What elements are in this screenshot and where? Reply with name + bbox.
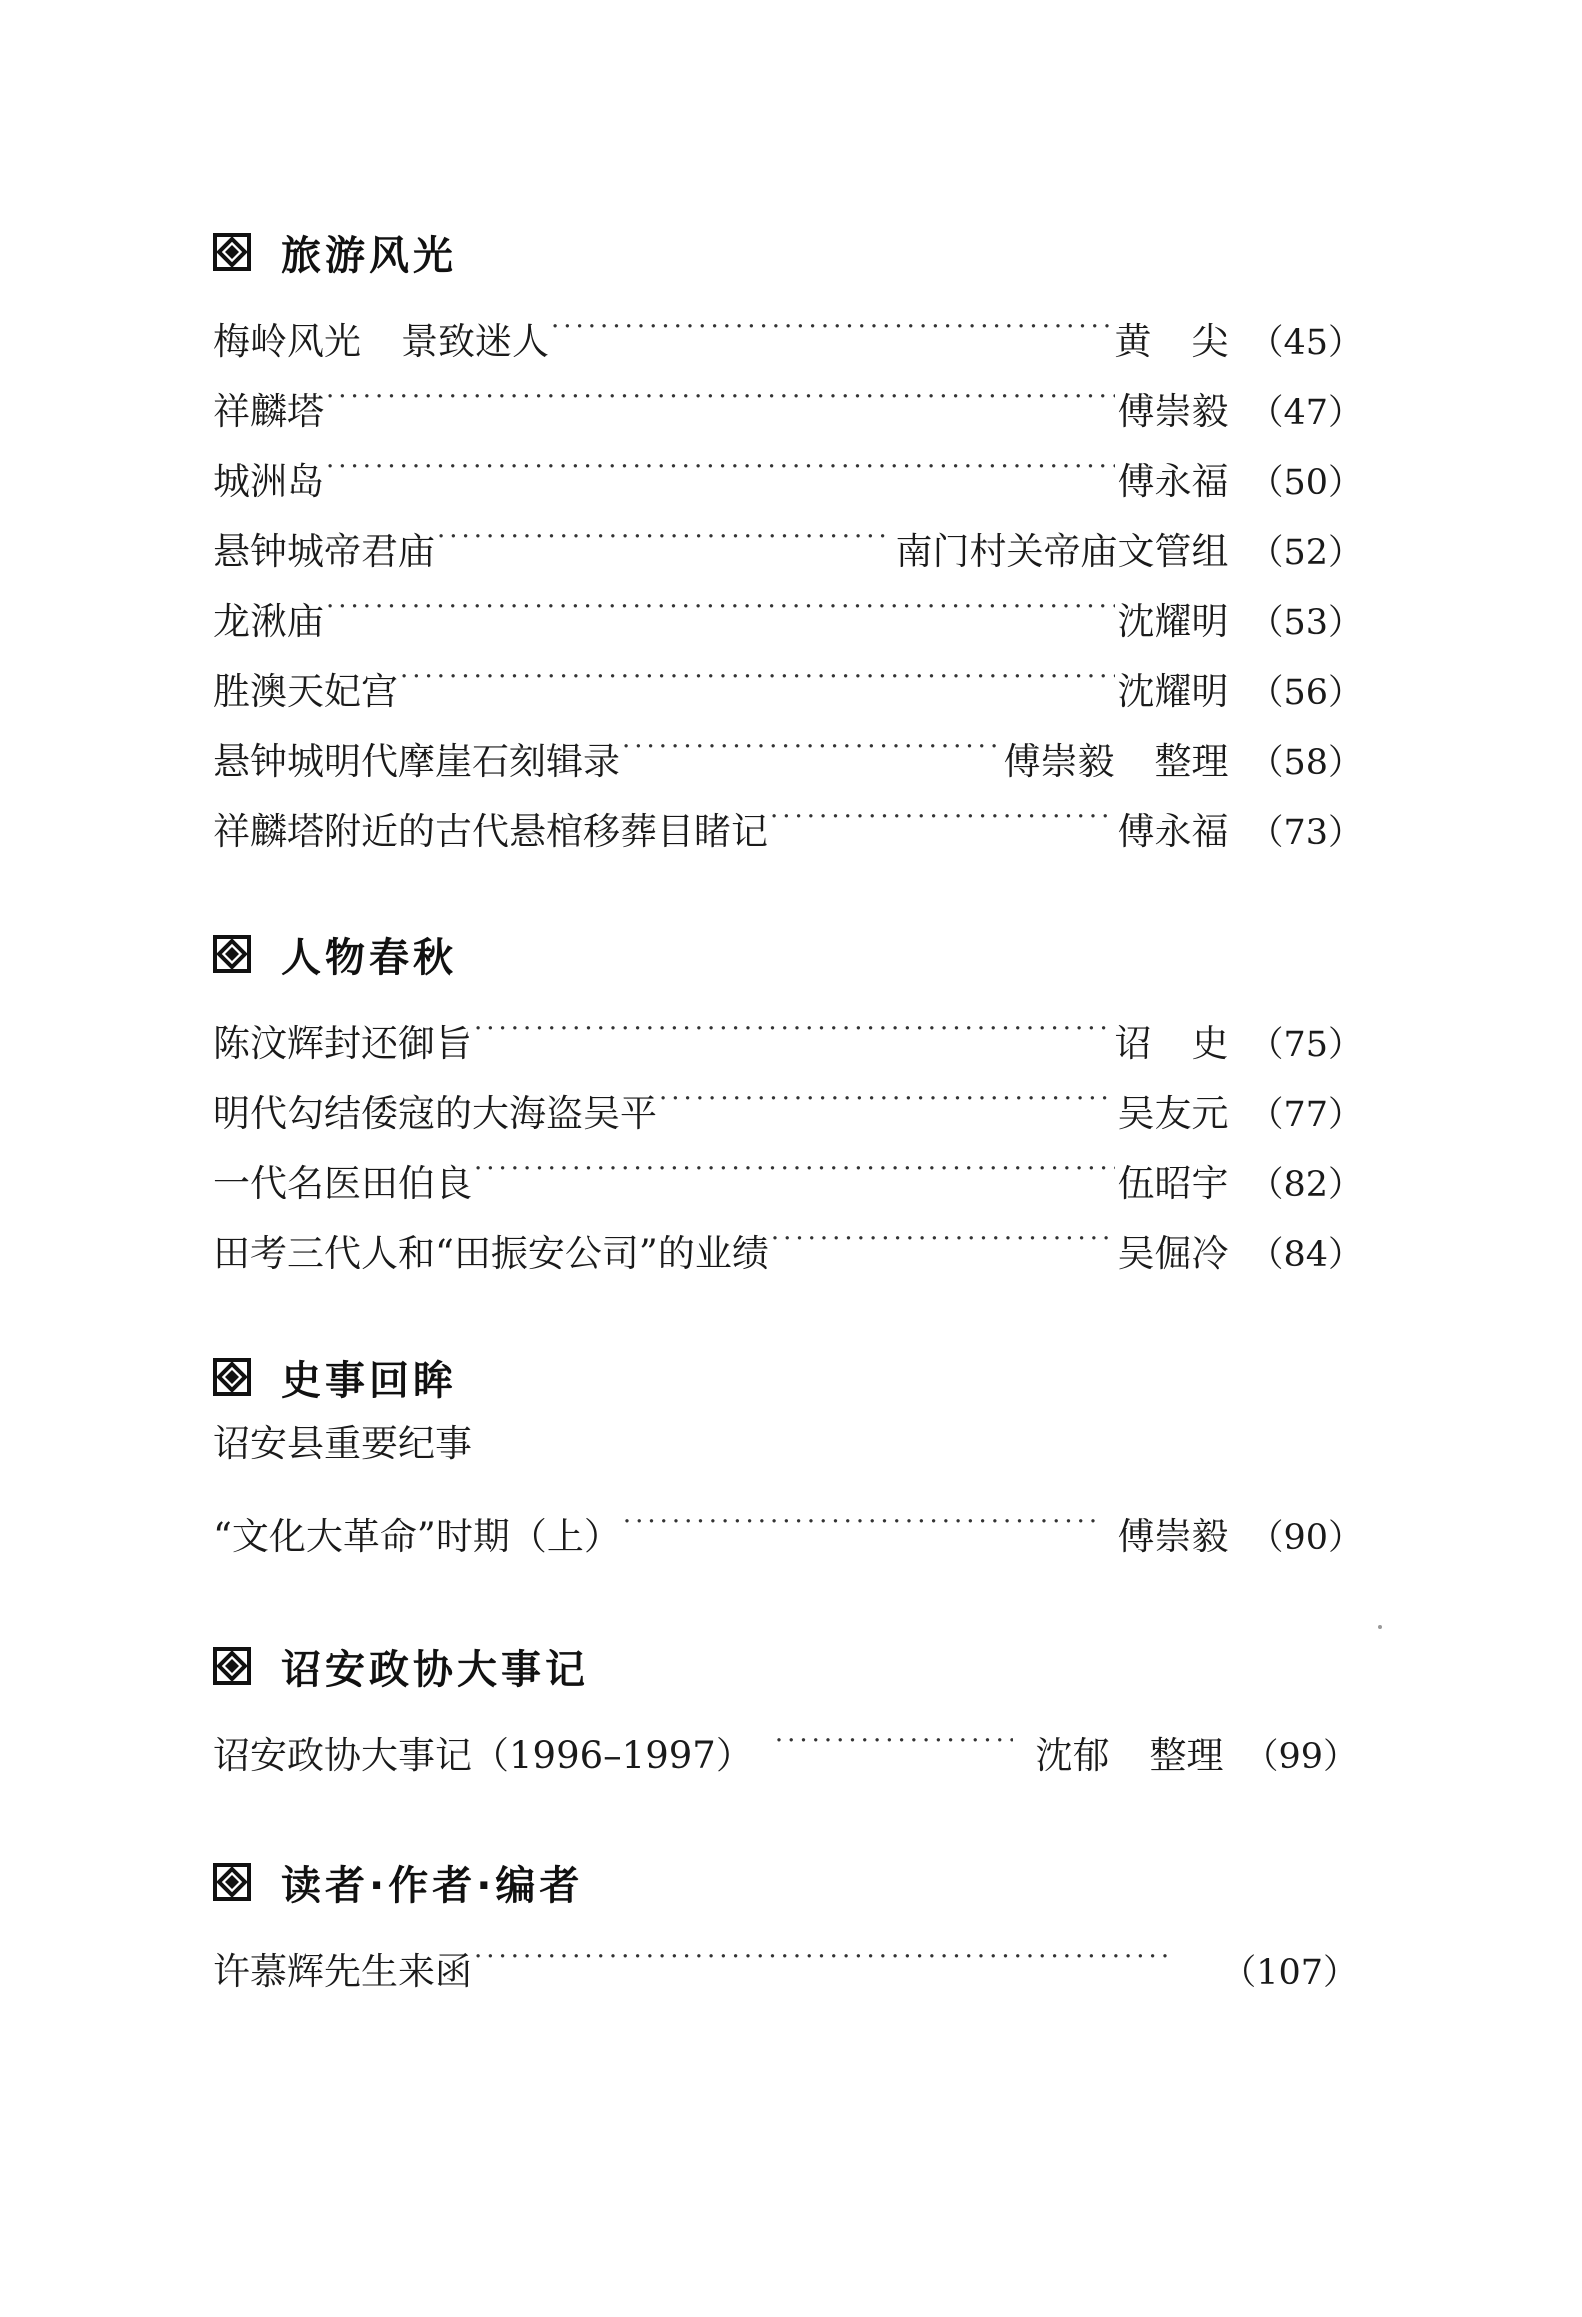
section-heading: 人物春秋 [213,922,1363,986]
toc-entry: 龙湫庙 ····· 沈耀明 （53） [213,564,1363,634]
leader-dots [771,1196,1116,1266]
page-number: （52） [1248,533,1363,573]
toc-entry: 祥麟塔附近的古代悬棺移葬目睹记 ····· 傅永福 （73） [213,774,1363,844]
toc-entry: 陈汶辉封还御旨 ····· 诏 史 （75） [213,986,1363,1056]
leader-dots [622,704,1001,774]
diamond-box-icon [213,1647,251,1685]
leader-dots [770,774,1115,844]
leader-dots [551,284,1112,354]
toc-entry: 祥麟塔 ····· 傅崇毅 （47） [213,354,1363,424]
toc-entry: 梅岭风光 景致迷人 ····· 黄 尖 （45） [213,284,1363,354]
page-number: （45） [1248,323,1363,363]
leader-dots [437,494,893,564]
section-heading: 旅游风光 [213,220,1363,284]
page-number: （82） [1248,1165,1363,1205]
leader-dots [623,1479,1096,1549]
page-number: （77） [1248,1095,1363,1135]
page-number: （58） [1248,743,1363,783]
leader-dots [474,1914,1171,1984]
section-readers [213,1850,1363,1993]
diamond-box-icon [213,1863,251,1901]
leader-dots [326,564,1115,634]
page-number: （50） [1248,463,1363,503]
toc-entry: 许慕辉先生来函 ····· （107） [213,1914,1363,1984]
toc-entry: 悬钟城明代摩崖石刻辑录 ····· 傅崇毅 整理 （58） [213,704,1363,774]
scan-speck [1378,1625,1382,1629]
toc-entry: 明代勾结倭寇的大海盗吴平 ····· 吴友元 （77） [213,1056,1363,1126]
page-number: （56） [1248,673,1363,713]
toc-entry-line: 诏安县重要纪事 [213,1422,472,1465]
section-history [213,1345,1363,1558]
toc-entry: 田考三代人和“田振安公司”的业绩 ····· 吴倔冷 （84） [213,1196,1363,1266]
page-number: （107） [1221,1953,1358,1993]
leader-dots [326,424,1115,494]
page-number: （73） [1248,813,1363,853]
section-heading: 史事回眸 [213,1345,1363,1409]
section-cppcc [213,1634,1363,1777]
leader-dots [326,354,1115,424]
diamond-box-icon [213,1358,251,1396]
page-number: （84） [1248,1235,1363,1275]
leader-dots [775,1698,1014,1768]
page-number: （53） [1248,603,1363,643]
toc-entry: 诏安政协大事记（1996–1997） ····· 沈郁 整理 （99） [213,1698,1363,1768]
diamond-box-icon [213,233,251,271]
toc-entry: 城洲岛 ····· 傅永福 （50） [213,424,1363,494]
page-number: （99） [1243,1737,1358,1777]
leader-dots [400,634,1115,704]
leader-dots [474,986,1112,1056]
toc-entry: 胜澳天妃宫 ····· 沈耀明 （56） [213,634,1363,704]
toc-entry: 悬钟城帝君庙 ····· 南门村关帝庙文管组 （52） [213,494,1363,564]
section-heading: 诏安政协大事记 [213,1634,1363,1698]
page-number: （75） [1248,1025,1363,1065]
leader-dots [659,1056,1115,1126]
toc-entry: 一代名医田伯良 ····· 伍昭宇 （82） [213,1126,1363,1196]
toc-entry: “文化大革命”时期（上） ····· 傅崇毅 （90） [213,1479,1363,1549]
section-travel [213,220,1363,853]
diamond-box-icon [213,935,251,973]
section-people [213,922,1363,1275]
leader-dots [474,1126,1115,1196]
page-number: （90） [1248,1518,1363,1558]
page-number: （47） [1248,393,1363,433]
section-heading: 读者·作者·编者 [213,1850,1363,1914]
